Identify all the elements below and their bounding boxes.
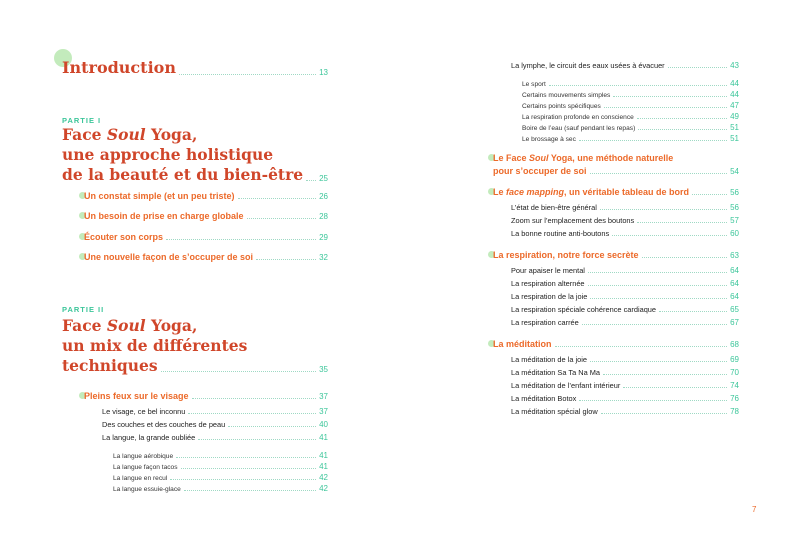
- entry-title: Des couches et des couches de peau: [102, 420, 226, 429]
- entry-title: La respiration de la joie: [511, 292, 588, 301]
- toc-entry-subsection[interactable]: [511, 203, 739, 213]
- page-number: 47: [730, 101, 739, 110]
- page-number: 41: [319, 451, 328, 460]
- toc-entry-subsubsection[interactable]: [522, 90, 739, 100]
- entry-title: La bonne routine anti-boutons: [511, 229, 610, 238]
- entry-title: Pour apaiser le mental: [511, 266, 585, 275]
- toc-entry-subsection[interactable]: [102, 420, 328, 430]
- page-number: 37: [319, 392, 328, 401]
- toc-entry-subsection[interactable]: [102, 407, 328, 417]
- toc-entry-subsection[interactable]: [511, 305, 739, 315]
- toc-entry-part2[interactable]: [62, 357, 328, 375]
- page-number: 29: [319, 233, 328, 242]
- toc-entry-section[interactable]: [84, 391, 328, 402]
- entry-title: La langue façon tacos: [113, 464, 178, 471]
- entry-title: Un besoin de prise en charge globale: [84, 211, 244, 221]
- entry-title: La langue en recul: [113, 475, 168, 482]
- page-number: 37: [319, 407, 328, 416]
- page-number: 65: [730, 305, 739, 314]
- entry-title: La respiration carrée: [511, 318, 579, 327]
- toc-entry-subsubsection[interactable]: [522, 101, 739, 111]
- page-number: 41: [319, 462, 328, 471]
- toc-entry-subsection[interactable]: [511, 318, 739, 328]
- entry-title: Écouter son corps: [84, 232, 164, 242]
- toc-entry-subsection[interactable]: [511, 279, 739, 289]
- page-number: 42: [319, 484, 328, 493]
- page-number: 70: [730, 368, 739, 377]
- toc-entry-subsection[interactable]: [511, 216, 739, 226]
- page-number: 13: [319, 68, 328, 77]
- toc-entry-subsubsection[interactable]: [113, 451, 328, 461]
- entry-title: La méditation Botox: [511, 394, 577, 403]
- toc-entry-subsubsection[interactable]: [113, 473, 328, 483]
- page-number: 51: [730, 123, 739, 132]
- toc-entry-subsection[interactable]: [511, 407, 739, 417]
- page-number: 28: [319, 212, 328, 221]
- toc-entry-subsubsection[interactable]: [522, 79, 739, 89]
- part-label: PARTIE I: [62, 116, 102, 125]
- toc-entry-subsection[interactable]: [511, 292, 739, 302]
- toc-entry-subsection[interactable]: [511, 394, 739, 404]
- page-number: 49: [730, 112, 739, 121]
- entry-title: La méditation: [493, 339, 552, 349]
- entry-title: Certains points spécifiques: [522, 103, 601, 110]
- toc-entry-part1[interactable]: [62, 166, 328, 184]
- page-number: 68: [730, 340, 739, 349]
- page-number: 41: [319, 433, 328, 442]
- toc-entry-section[interactable]: [493, 250, 739, 261]
- toc-entry-section[interactable]: [84, 211, 328, 222]
- toc-entry-section[interactable]: [493, 339, 739, 350]
- entry-title: Un constat simple (et un peu triste): [84, 191, 235, 201]
- part-title-line2: un mix de différentes: [62, 336, 248, 355]
- toc-entry-section[interactable]: [84, 232, 328, 243]
- entry-title: Le brossage à sec: [522, 136, 576, 143]
- toc-entry-subsubsection[interactable]: [113, 462, 328, 472]
- toc-entry-subsubsection[interactable]: [522, 112, 739, 122]
- part-title-line2: une approche holistique: [62, 145, 274, 164]
- toc-entry-subsubsection[interactable]: [113, 484, 328, 494]
- entry-title: La respiration profonde en conscience: [522, 114, 634, 121]
- entry-title: La lymphe, le circuit des eaux usées à évacuer: [511, 61, 665, 70]
- page-number: 35: [319, 365, 328, 374]
- entry-title: Le face mapping, un véritable tableau de bord: [493, 187, 690, 197]
- page-number: 44: [730, 79, 739, 88]
- entry-title: Le visage, ce bel inconnu: [102, 407, 186, 416]
- entry-title: L’état de bien-être général: [511, 203, 597, 212]
- page-number: 69: [730, 355, 739, 364]
- page-number: 63: [730, 251, 739, 260]
- entry-title: La méditation de l’enfant intérieur: [511, 381, 621, 390]
- page-number: 51: [730, 134, 739, 143]
- page-number: 43: [730, 61, 739, 70]
- entry-title: La méditation spécial glow: [511, 407, 598, 416]
- page-number: 42: [319, 473, 328, 482]
- page-number: 56: [730, 188, 739, 197]
- page-number: 54: [730, 167, 739, 176]
- toc-entry-subsection[interactable]: [511, 355, 739, 365]
- entry-title: La méditation de la joie: [511, 355, 588, 364]
- entry-title: La langue essuie-glace: [113, 486, 181, 493]
- toc-entry-introduction[interactable]: [62, 58, 328, 78]
- entry-title: Introduction: [62, 58, 176, 77]
- entry-title: Une nouvelle façon de s’occuper de soi: [84, 252, 254, 262]
- part-label: PARTIE II: [62, 305, 105, 314]
- toc-entry-subsection[interactable]: [511, 266, 739, 276]
- page-number: 64: [730, 279, 739, 288]
- toc-entry-section[interactable]: [84, 191, 328, 202]
- entry-title-line2: pour s’occuper de soi: [493, 166, 587, 176]
- page-number: 32: [319, 253, 328, 262]
- page-number: 74: [730, 381, 739, 390]
- entry-title: Le Face Soul Yoga, une méthode naturelle: [493, 153, 674, 163]
- page-number: 25: [319, 174, 328, 183]
- part-title: Face Soul Yoga,: [62, 316, 198, 335]
- page-number: 60: [730, 229, 739, 238]
- page-number: 76: [730, 394, 739, 403]
- entry-title: La respiration alternée: [511, 279, 585, 288]
- toc-entry-subsection[interactable]: [511, 381, 739, 391]
- page-number: 67: [730, 318, 739, 327]
- part-title-line3: techniques: [62, 356, 158, 375]
- page-number: 26: [319, 192, 328, 201]
- page-number: 64: [730, 266, 739, 275]
- entry-title: Zoom sur l’emplacement des boutons: [511, 216, 635, 225]
- toc-entry-subsubsection[interactable]: [522, 123, 739, 133]
- entry-title: La langue aérobique: [113, 453, 174, 460]
- toc-entry-subsubsection[interactable]: [522, 134, 739, 144]
- page-folio: 7: [752, 505, 757, 514]
- toc-entry-subsection[interactable]: [102, 433, 328, 443]
- page-number: 44: [730, 90, 739, 99]
- toc-entry-section[interactable]: [493, 166, 739, 177]
- part-title: Face Soul Yoga,: [62, 125, 198, 144]
- toc-entry-section[interactable]: [493, 187, 739, 198]
- toc-entry-subsection[interactable]: [511, 229, 739, 239]
- entry-title: La méditation Sa Ta Na Ma: [511, 368, 601, 377]
- toc-entry-subsection[interactable]: [511, 368, 739, 378]
- entry-title: Pleins feux sur le visage: [84, 391, 189, 401]
- entry-title: Boire de l’eau (sauf pendant les repas): [522, 125, 636, 132]
- page-number: 40: [319, 420, 328, 429]
- page-number: 64: [730, 292, 739, 301]
- toc-entry-subsection[interactable]: [511, 61, 739, 71]
- toc-entry-section[interactable]: [84, 252, 328, 263]
- entry-title: Certains mouvements simples: [522, 92, 611, 99]
- page-number: 78: [730, 407, 739, 416]
- entry-title: La respiration spéciale cohérence cardiaque: [511, 305, 657, 314]
- entry-title: La respiration, notre force secrète: [493, 250, 639, 260]
- part-title-line3: de la beauté et du bien-être: [62, 165, 304, 184]
- page-number: 57: [730, 216, 739, 225]
- page-number: 56: [730, 203, 739, 212]
- entry-title: Le sport: [522, 81, 546, 88]
- entry-title: La langue, la grande oubliée: [102, 433, 196, 442]
